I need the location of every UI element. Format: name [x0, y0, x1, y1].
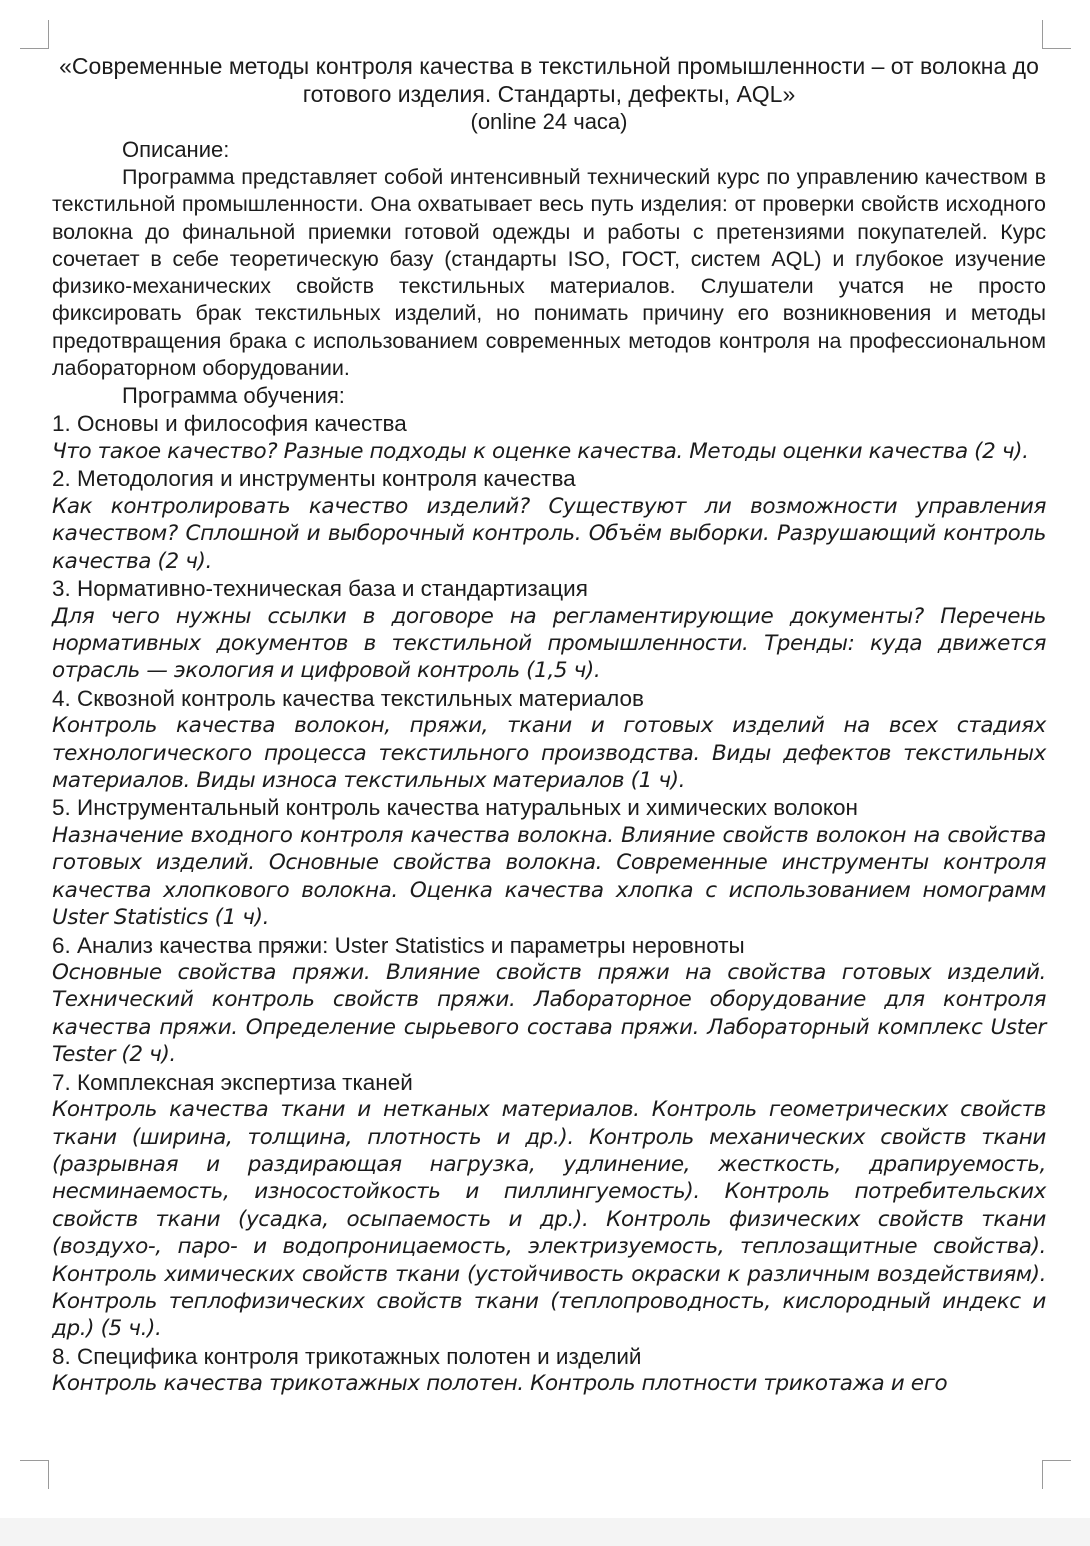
module-item — [52, 685, 1046, 795]
document-body — [52, 52, 1046, 1398]
module-heading: 8. Специфика контроля трикотажных полотен и изделий — [52, 1343, 642, 1369]
module-text: Контроль качества трикотажных полотен. Контроль плотности трикотажа и его — [52, 1371, 948, 1397]
course-format: (online 24 часа) — [470, 109, 628, 134]
module-heading: 6. Анализ качества пряжи: Uster Statistics и параметры неровноты — [52, 932, 745, 958]
module-text: Контроль качества ткани и нетканых материалов. Контроль геометрических свойств ткани (ширина, толщина, плотность и др.). Контроль механических свойств ткани (разрывная и раздирающая нагрузка, удлинение, жесткость, драпируемость, несминаемость, износостойкость и пиллингуемость). Контроль потребительских свойств ткани (усадка, осыпаемость и др.). Контроль физических свойств ткани (воздухо-, паро- и водопроницаемость, электризуемость, теплозащитные свойства). Контроль химических свойств ткани (устойчивость окраски к различным воздействиям). Контроль теплофизических свойств ткани (теплопроводность, кислородный индекс и др.) (5 ч.). — [52, 1097, 1046, 1342]
module-item — [52, 575, 1046, 685]
module-item — [52, 1343, 1046, 1398]
crop-mark-bottom-right — [1042, 1460, 1071, 1489]
module-item — [52, 932, 1046, 1069]
module-heading: 1. Основы и философия качества — [52, 411, 407, 437]
module-item — [52, 465, 1046, 575]
module-heading: 3. Нормативно-техническая база и стандартизация — [52, 576, 588, 601]
page-bottom-margin — [0, 1518, 1090, 1546]
description-text: Программа представляет собой интенсивный технический курс по управлению качеством в текстильной промышленности. Она охватывает весь путь изделия: от проверки свойств исходного волокна до финальной приемки готовой одежды и работы с претензиями покупателей. Курс сочетает в себе теоретическую базу (стандарты ISO, ГОСТ, систем AQL) и глубокое изучение физико-механических свойств текстильных материалов. Слушатели учатся не просто фиксировать брак текстильных изделий, но понимать причину его возникновения и методы предотвращения брака с использованием современных методов контроля на профессиональном лабораторном оборудовании. — [52, 165, 1046, 381]
module-heading: 2. Методология и инструменты контроля качества — [52, 466, 576, 492]
crop-mark-bottom-left — [20, 1460, 49, 1489]
module-list — [52, 410, 1046, 1397]
crop-mark-top-left — [20, 20, 49, 49]
module-text: Назначение входного контроля качества волокна. Влияние свойств волокон на свойства готовых изделий. Основные свойства волокна. Современные инструменты контроля качества хлопкового волокна. Оценка качества хлопка с использованием номограмм Uster Statistics (1 ч). — [52, 822, 1046, 931]
module-item — [52, 1069, 1046, 1343]
module-text: Контроль качества волокон, пряжи, ткани и готовых изделий на всех стадиях технологического процесса текстильного производства. Виды дефектов текстильных материалов. Виды износа текстильных материалов (1 ч). — [52, 713, 1046, 794]
module-item — [52, 410, 1046, 465]
module-item — [52, 794, 1046, 931]
module-heading: 4. Сквозной контроль качества текстильных материалов — [52, 685, 644, 711]
module-text: Как контролировать качество изделий? Существуют ли возможности управления качеством? Сплошной и выборочный контроль. Объём выборки. Разрушающий контроль качества (2 ч). — [52, 493, 1046, 574]
module-heading: 7. Комплексная экспертиза тканей — [52, 1069, 413, 1095]
description-label: Описание: — [122, 137, 230, 162]
module-text: Что такое качество? Разные подходы к оценке качества. Методы оценки качества (2 ч). — [52, 438, 1029, 464]
module-heading: 5. Инструментальный контроль качества натуральных и химических волокон — [52, 795, 858, 821]
module-text: Для чего нужны ссылки в договоре на регламентирующие документы? Перечень нормативных документов в текстильной промышленности. Тренды: куда движется отрасль — экология и цифровой контроль (1,5 ч). — [52, 603, 1046, 684]
course-title: «Современные методы контроля качества в текстильной промышленности – от волокна до готового изделия. Стандарты, дефекты, AQL» — [59, 53, 1039, 107]
program-label: Программа обучения: — [122, 383, 345, 409]
crop-mark-top-right — [1042, 20, 1071, 49]
module-text: Основные свойства пряжи. Влияние свойств пряжи на свойства готовых изделий. Технический контроль свойств пряжи. Лабораторное оборудование для контроля качества пряжи. Определение сырьевого состава пряжи. Лабораторный комплекс Uster Tester (2 ч). — [52, 960, 1046, 1068]
